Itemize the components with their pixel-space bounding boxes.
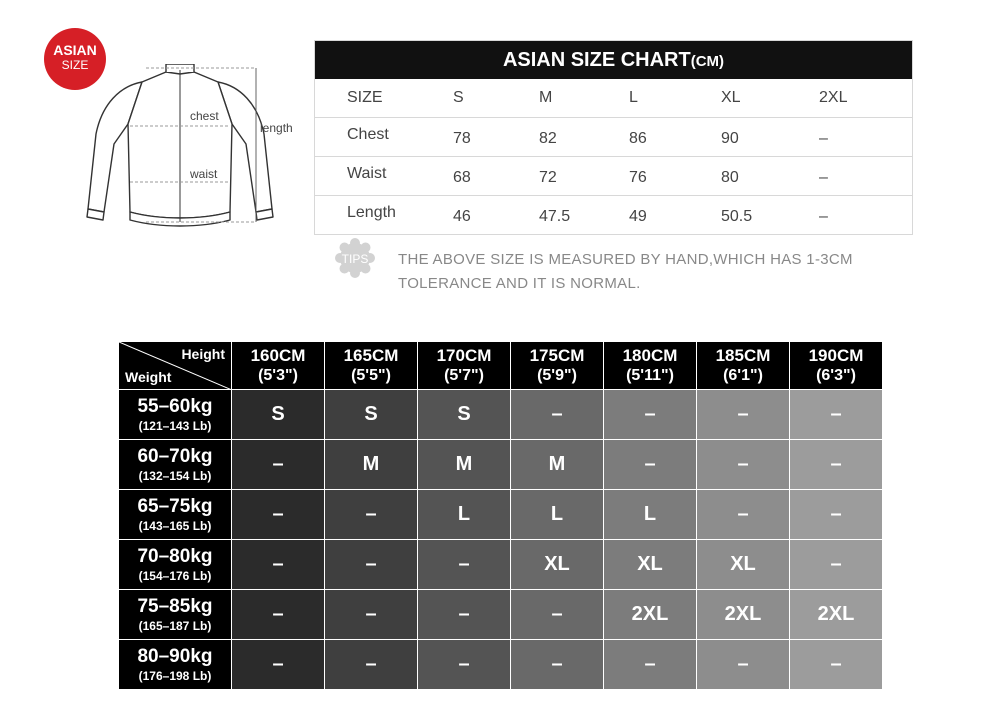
size-cell: – [325,540,418,590]
size-cell: XL [511,540,604,590]
size-cell: – [418,590,511,640]
size-cell: – [511,390,604,440]
size-cell: – [325,490,418,540]
height-weight-size-grid [119,342,882,688]
size-cell: – [697,390,790,440]
tips-text [398,248,918,296]
size-cell: – [232,440,325,490]
weight-kg: 55–60kg [137,395,213,417]
size-chart-value: 80 [721,169,739,186]
size-cell: M [511,440,604,490]
weight-lb: (132–154 Lb) [138,468,212,483]
tips-icon-label: TIPS [341,252,369,266]
height-cm: 180CM [622,345,678,365]
weight-lb: (176–198 Lb) [138,668,212,683]
size-chart-body [315,79,912,234]
size-cell: – [511,590,604,640]
size-cell: – [790,490,883,540]
size-chart-header-cell: M [539,89,553,106]
size-chart-title [315,41,912,79]
size-chart-value: 90 [721,130,739,147]
size-chart-header-cell: XL [721,89,741,106]
corner-height-label: Height [181,346,225,362]
weight-lb: (143–165 Lb) [138,518,212,533]
size-cell: – [604,390,697,440]
size-cell: – [511,640,604,690]
height-ft: (6'3") [816,366,856,384]
weight-row-header [119,390,232,440]
size-cell: – [697,640,790,690]
size-cell: – [604,640,697,690]
size-cell: XL [697,540,790,590]
size-chart-header-cell: L [629,89,638,106]
size-cell: S [418,390,511,440]
size-chart-value: 68 [453,169,471,186]
size-cell: – [790,640,883,690]
height-cm: 190CM [808,345,864,365]
weight-row-header [119,540,232,590]
size-chart-value: 86 [629,130,647,147]
size-chart-header-cell: SIZE [347,89,383,106]
badge-line2: SIZE [61,58,89,72]
size-chart-value: – [819,208,828,225]
size-cell: – [418,640,511,690]
size-chart-value: 82 [539,130,557,147]
tips-icon [333,236,377,280]
weight-kg: 70–80kg [137,545,213,567]
size-cell: 2XL [697,590,790,640]
weight-row-header [119,440,232,490]
size-cell: L [604,490,697,540]
weight-row-header [119,640,232,690]
size-chart-title-text: ASIAN SIZE CHART [502,49,691,71]
weight-kg: 65–75kg [137,495,213,517]
size-cell: – [604,440,697,490]
height-cm: 165CM [343,345,399,365]
size-chart-measure-label: Length [347,204,396,221]
size-cell: – [790,440,883,490]
size-chart-row [315,156,912,195]
size-cell: M [325,440,418,490]
size-cell: – [790,540,883,590]
jacket-diagram [80,64,310,234]
weight-lb: (165–187 Lb) [138,618,212,633]
size-chart-row [315,195,912,234]
size-cell: 2XL [790,590,883,640]
size-chart-measure-label: Chest [347,126,389,143]
weight-kg: 60–70kg [137,445,213,467]
size-cell: – [232,490,325,540]
height-ft: (5'5") [351,366,391,384]
height-ft: (5'11") [626,366,674,384]
weight-kg: 80–90kg [137,645,213,667]
grid-corner-header [119,342,232,390]
size-chart-unit: (CM) [690,53,725,70]
size-chart-value: 72 [539,169,557,186]
size-cell: – [790,390,883,440]
size-cell: 2XL [604,590,697,640]
weight-row-header [119,590,232,640]
size-chart-header-row [315,79,912,117]
size-cell: – [697,440,790,490]
corner-weight-label: Weight [125,369,172,385]
height-header [232,342,325,390]
height-header [604,342,697,390]
size-chart-value: 78 [453,130,471,147]
size-cell: – [232,540,325,590]
weight-row-header [119,490,232,540]
waist-label: waist [190,167,218,181]
size-chart-value: 49 [629,208,647,225]
size-chart-value: – [819,130,828,147]
size-cell: M [418,440,511,490]
height-cm: 175CM [529,345,585,365]
size-chart-header-cell: 2XL [819,89,848,106]
asian-size-chart [314,40,913,235]
size-chart-measure-label: Waist [347,165,387,182]
size-chart-header-cell: S [453,89,464,106]
size-cell: – [232,590,325,640]
height-ft: (5'7") [444,366,484,384]
size-chart-value: 50.5 [721,208,753,225]
tips-line1: THE ABOVE SIZE IS MEASURED BY HAND,WHICH HAS 1-3CM [398,251,853,268]
height-header [325,342,418,390]
height-cm: 185CM [715,345,771,365]
size-cell: S [325,390,418,440]
weight-lb: (121–143 Lb) [138,418,212,433]
size-chart-row [315,117,912,156]
size-chart-value: 47.5 [539,208,571,225]
size-chart-value: 46 [453,208,471,225]
size-cell: S [232,390,325,440]
height-cm: 170CM [436,345,492,365]
height-ft: (6'1") [723,366,763,384]
height-header [418,342,511,390]
size-cell: L [418,490,511,540]
size-chart-value: – [819,169,828,186]
size-cell: – [232,640,325,690]
size-cell: L [511,490,604,540]
size-chart-value: 76 [629,169,647,186]
weight-kg: 75–85kg [137,595,213,617]
height-cm: 160CM [250,345,306,365]
size-cell: – [325,640,418,690]
length-label: length [260,121,293,135]
weight-lb: (154–176 Lb) [138,568,212,583]
height-header [511,342,604,390]
size-cell: XL [604,540,697,590]
size-cell: – [697,490,790,540]
height-header [697,342,790,390]
height-ft: (5'9") [537,366,577,384]
chest-label: chest [190,109,219,123]
size-cell: – [418,540,511,590]
badge-line1: ASIAN [53,42,97,58]
tips-line2: TOLERANCE AND IT IS NORMAL. [398,275,641,292]
height-ft: (5'3") [258,366,298,384]
size-cell: – [325,590,418,640]
height-header [790,342,883,390]
